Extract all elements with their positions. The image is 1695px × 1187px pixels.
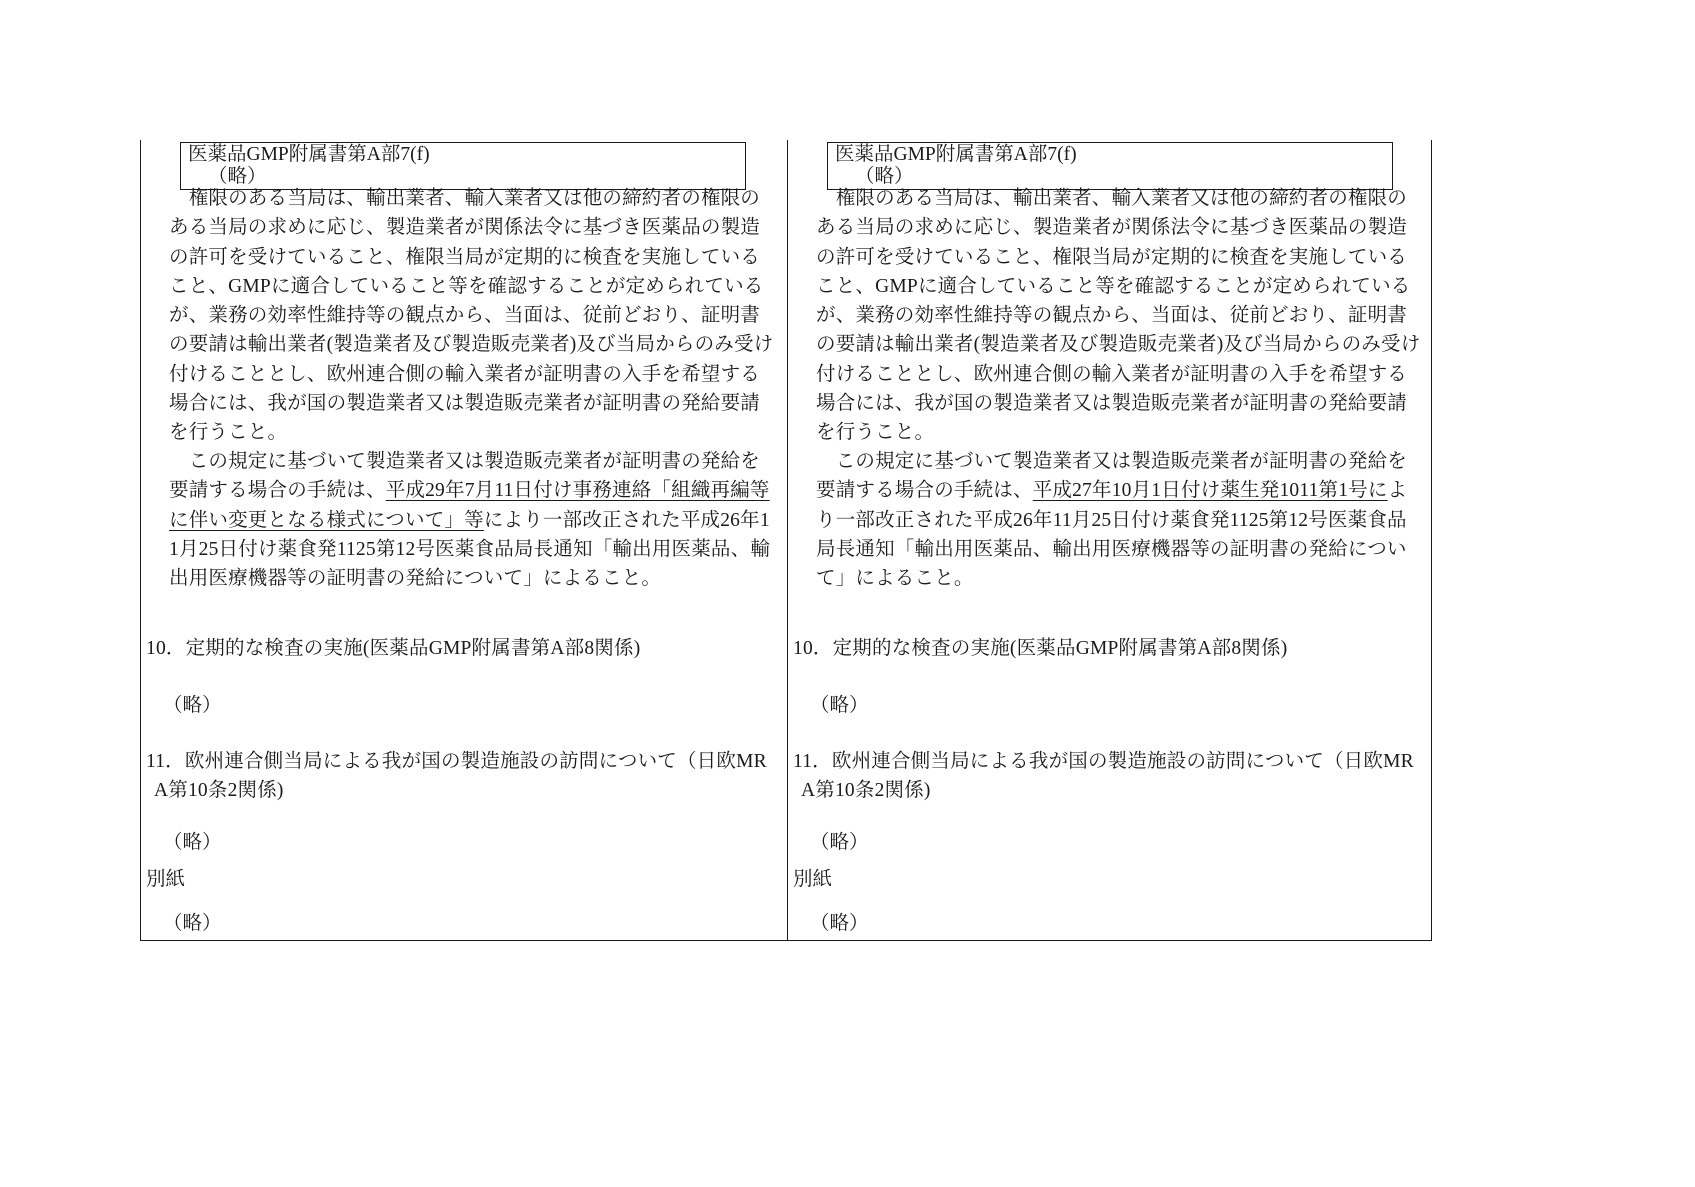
procedure-post: により一部改正された平成26年11月25日付け薬食発1125第12号医薬食品局長通知「輸出用医薬品、輸出用医療機器等の証明書の発給について」によること。 — [169, 509, 771, 590]
paragraph-authority: 権限のある当局は、輸出業者、輸入業者又は他の締約者の権限のある当局の求めに応じ、製造業者が関係法令に基づき医薬品の製造の許可を受けていること、権限当局が定期的に検査を実施していること、GMPに適合していること等を確認することが定められているが、業務の効率性維持等の観点から、当面は、従前どおり、証明書の要請は輸出業者(製造業者及び製造販売業者)及び当局からのみ受け付けることとし、欧州連合側の輸入業者が証明書の入手を希望する場合には、我が国の製造業者又は製造販売業者が証明書の発給要請を行うこと。 — [169, 188, 774, 444]
heading-ryaku: （略） — [855, 165, 914, 187]
item-11: 11．欧州連合側当局による我が国の製造施設の訪問について（日欧MRA第10条2関係) — [793, 751, 1414, 802]
ryaku-after-item11: （略） — [163, 832, 222, 853]
procedure-underlined: 平成27年10月1日付け薬生発1011第1号に — [1032, 480, 1388, 502]
procedure-pre: この規定に基づいて製造業者又は製造販売業者が証明書の発給を要請する場合の手続は、 — [169, 451, 761, 502]
paragraph-procedure — [816, 447, 1422, 593]
ryaku-after-appendix: （略） — [810, 913, 869, 934]
ryaku-after-item10: （略） — [163, 695, 222, 716]
paragraph-authority: 権限のある当局は、輸出業者、輸入業者又は他の締約者の権限のある当局の求めに応じ、製造業者が関係法令に基づき医薬品の製造の許可を受けていること、権限当局が定期的に検査を実施していること、GMPに適合していること等を確認することが定められているが、業務の効率性維持等の観点から、当面は、従前どおり、証明書の要請は輸出業者(製造業者及び製造販売業者)及び当局からのみ受け付けることとし、欧州連合側の輸入業者が証明書の入手を希望する場合には、我が国の製造業者又は製造販売業者が証明書の発給要請を行うこと。 — [816, 188, 1421, 444]
comparison-table — [140, 140, 1432, 941]
heading-ryaku: （略） — [208, 165, 267, 187]
item-10: 10．定期的な検査の実施(医薬品GMP附属書第A部8関係) — [793, 638, 1288, 659]
item-10: 10．定期的な検査の実施(医薬品GMP附属書第A部8関係) — [146, 638, 641, 659]
item-11: 11．欧州連合側当局による我が国の製造施設の訪問について（日欧MRA第10条2関係) — [146, 751, 767, 802]
ryaku-after-appendix: （略） — [163, 913, 222, 934]
paragraph-procedure — [169, 447, 775, 593]
heading-title: 医薬品GMP附属書第A部7(f) — [188, 144, 430, 165]
ryaku-after-item10: （略） — [810, 695, 869, 716]
appendix-label: 別紙 — [793, 869, 833, 890]
procedure-post: より一部改正された平成26年11月25日付け薬食発1125第12号医薬食品局長通知「輸出用医薬品、輸出用医療機器等の証明書の発給について」によること。 — [816, 480, 1408, 590]
procedure-underlined: 平成29年7月11日付け事務連絡「組織再編等に伴い変更となる様式について」等 — [169, 480, 770, 531]
heading-title: 医薬品GMP附属書第A部7(f) — [835, 144, 1077, 165]
column-right — [788, 140, 1432, 940]
appendix-label: 別紙 — [146, 869, 186, 890]
heading-box — [827, 142, 1393, 190]
ryaku-after-item11: （略） — [810, 832, 869, 853]
column-left — [141, 140, 787, 940]
heading-box — [180, 142, 746, 190]
procedure-pre: この規定に基づいて製造業者又は製造販売業者が証明書の発給を要請する場合の手続は、 — [816, 451, 1408, 502]
